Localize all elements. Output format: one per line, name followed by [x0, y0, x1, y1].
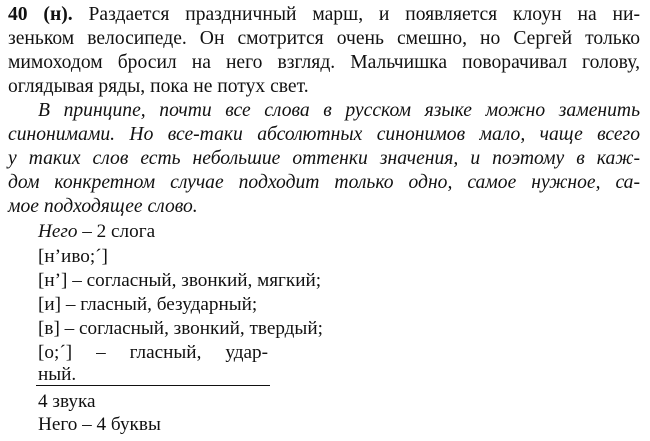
exercise-line-1 [8, 4, 640, 26]
syllable-count [38, 221, 155, 243]
exercise-text: Раздается праздничный марш, и появляется клоун на ни- [88, 4, 640, 25]
rule-line-1: В принципе, почти все слова в русском языке можно заменить [38, 100, 640, 121]
sound-line-4: [о;´] – гласный, удар- [38, 342, 268, 363]
letter-count: Него – 4 буквы [38, 414, 161, 435]
sound-line-5: ный. [38, 364, 77, 385]
rule-line-2: синонимами. Но все-таки абсолютных синонимов мало, чаще всего [8, 124, 640, 145]
sound-line-1: [н’] – согласный, звонкий, мягкий; [38, 270, 322, 291]
syllable-text: – 2 слога [77, 221, 156, 242]
exercise-number: 40 (н). [8, 4, 73, 25]
summary-divider [36, 385, 270, 386]
rule-line-5: мое подходящее слово. [8, 196, 198, 217]
sound-line-3: [в] – согласный, звонкий, твердый; [38, 318, 323, 339]
rule-line-3: у таких слов есть небольшие оттенки значения, и поэтому в каж- [8, 148, 640, 169]
sound-count: 4 звука [38, 391, 96, 412]
exercise-line-2: зеньком велосипеде. Он смотрится очень смешно, но Сергей только [8, 28, 640, 49]
rule-line-4: дом конкретном случае подходит только одно, самое нужное, са- [8, 172, 640, 193]
analysed-word: Него [38, 221, 78, 242]
exercise-line-3: мимоходом бросил на него взгляд. Мальчишка поворачивал голову, [8, 52, 640, 73]
sound-line-2: [и] – гласный, безударный; [38, 294, 258, 315]
exercise-line-4: оглядывая ряды, пока не потух свет. [8, 76, 309, 97]
transcription: [н’иво;´] [38, 246, 108, 267]
